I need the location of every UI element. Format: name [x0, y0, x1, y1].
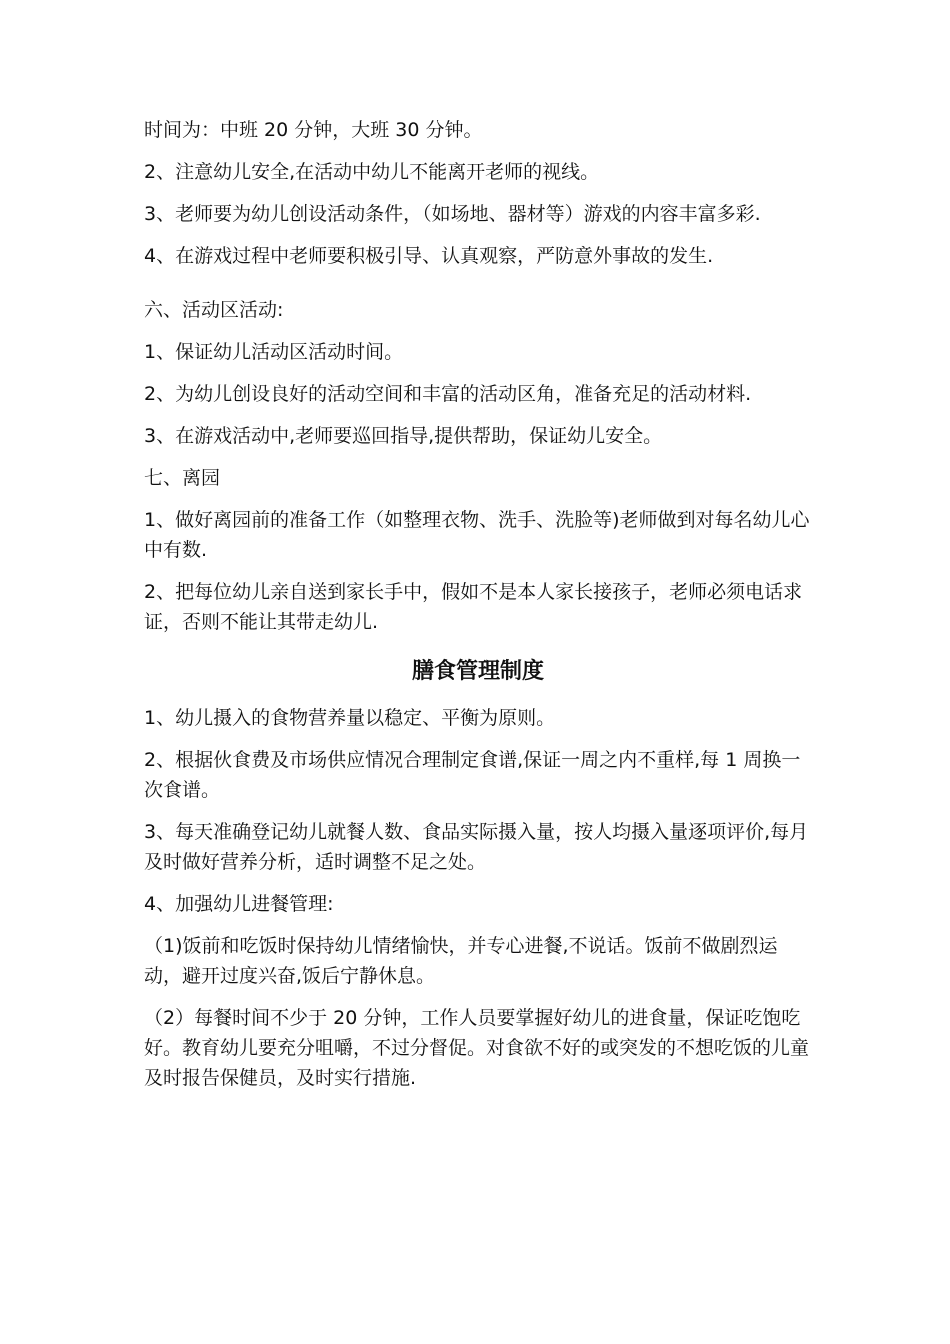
paragraph-game-time: 时间为：中班 20 分钟，大班 30 分钟。 [144, 119, 483, 141]
paragraph-meal-management: 4、加强幼儿进餐管理: [144, 893, 334, 915]
paragraph-game-guidance: 4、在游戏过程中老师要积极引导、认真观察，严防意外事故的发生. [144, 245, 714, 267]
document-body [144, 115, 812, 1105]
paragraph-activity-time: 1、保证幼儿活动区活动时间。 [144, 341, 404, 363]
paragraph-leaving-handover: 2、把每位幼儿亲自送到家长手中，假如不是本人家长接孩子，老师必须电话求证，否则不能让其带走幼儿. [144, 581, 803, 633]
paragraph-game-conditions: 3、老师要为幼儿创设活动条件，（如场地、器材等）游戏的内容丰富多彩. [144, 203, 761, 225]
meal-management-title: 膳食管理制度 [411, 659, 544, 684]
paragraph-game-safety: 2、注意幼儿安全,在活动中幼儿不能离开老师的视线。 [144, 161, 600, 183]
paragraph-activity-space: 2、为幼儿创设良好的活动空间和丰富的活动区角，准备充足的活动材料. [144, 383, 752, 405]
paragraph-meal-menu: 2、根据伙食费及市场供应情况合理制定食谱,保证一周之内不重样,每 1 周换一次食谱。 [144, 749, 801, 801]
paragraph-leaving-preparation: 1、做好离园前的准备工作（如整理衣物、洗手、洗脸等)老师做到对每名幼儿心中有数. [144, 509, 810, 561]
section-heading-leaving: 七、离园 [144, 467, 221, 489]
paragraph-activity-supervision: 3、在游戏活动中,老师要巡回指导,提供帮助，保证幼儿安全。 [144, 425, 663, 447]
paragraph-meal-records: 3、每天准确登记幼儿就餐人数、食品实际摄入量，按人均摄入量逐项评价,每月及时做好营养分析，适时调整不足之处。 [144, 821, 809, 873]
paragraph-meal-rule-1: （1)饭前和吃饭时保持幼儿情绪愉快，并专心进餐,不说话。饭前不做剧烈运动，避开过度兴奋,饭后宁静休息。 [144, 935, 778, 987]
section-heading-activity-area: 六、活动区活动: [144, 299, 284, 321]
paragraph-meal-nutrition: 1、幼儿摄入的食物营养量以稳定、平衡为原则。 [144, 707, 556, 729]
paragraph-meal-rule-2: （2）每餐时间不少于 20 分钟，工作人员要掌握好幼儿的进食量，保证吃饱吃好。教育幼儿要充分咀嚼，不过分督促。对食欲不好的或突发的不想吃饭的儿童及时报告保健员，及时实行措施. [144, 1007, 810, 1089]
